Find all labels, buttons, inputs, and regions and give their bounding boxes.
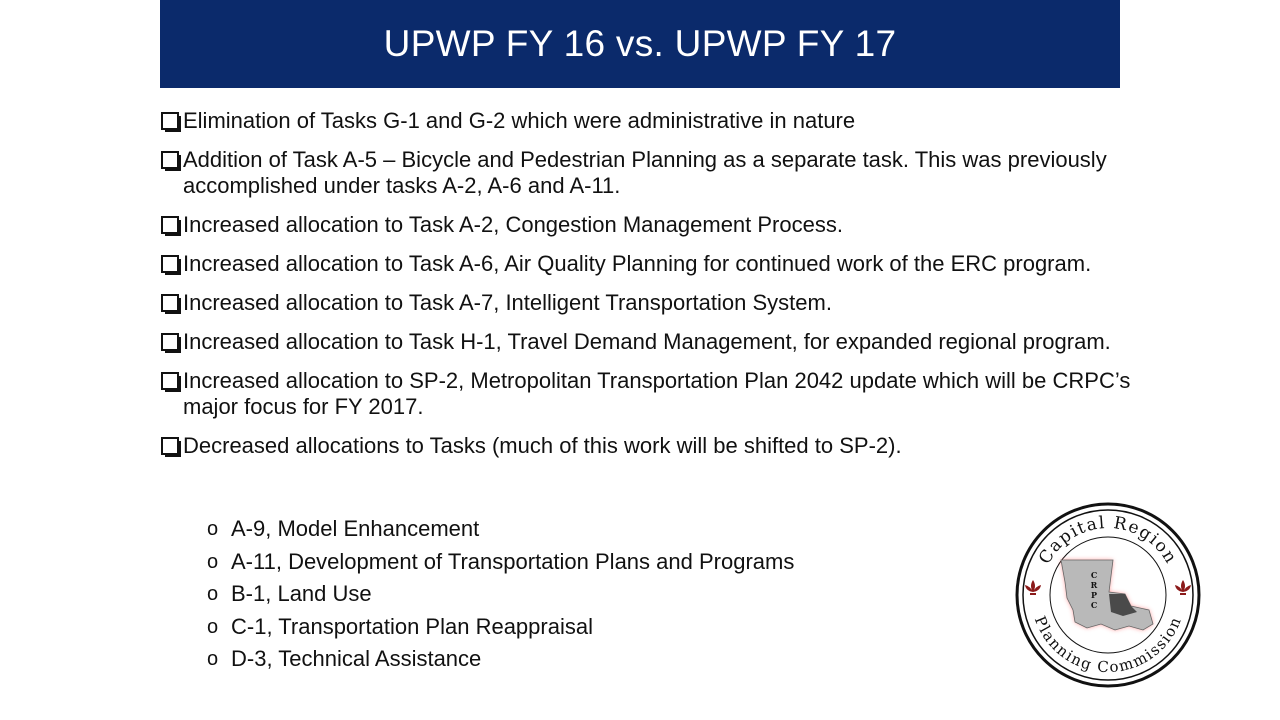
checkbox-bullet-icon	[161, 151, 179, 169]
bullet-text: Increased allocation to Task A-2, Congestion Management Process.	[183, 212, 843, 237]
logo-top-text: Capital Region	[1034, 512, 1182, 568]
bullet-text: Increased allocation to Task A-7, Intelligent Transportation System.	[183, 290, 832, 315]
bullet-item	[160, 212, 1140, 238]
checkbox-bullet-icon	[161, 437, 179, 455]
checkbox-bullet-icon	[161, 255, 179, 273]
crpc-logo	[1013, 502, 1203, 688]
sub-bullet-text: D-3, Technical Assistance	[231, 646, 482, 671]
bullet-text: Increased allocation to Task H-1, Travel Demand Management, for expanded regional program.	[183, 329, 1111, 354]
sub-bullet-text: A-11, Development of Transportation Plans and Programs	[231, 548, 795, 574]
bullet-item	[160, 108, 1140, 134]
bullet-item	[160, 147, 1140, 199]
title-bar	[160, 0, 1120, 88]
slide-title: UPWP FY 16 vs. UPWP FY 17	[383, 23, 897, 64]
logo-bottom-text: Planning Commission	[1030, 613, 1186, 677]
bullet-text: Increased allocation to SP-2, Metropolitan Transportation Plan 2042 update which will be CRPC’s major focus for FY 2017.	[183, 368, 1131, 419]
checkbox-bullet-icon	[161, 216, 179, 234]
sub-bullet-item	[207, 513, 794, 546]
logo-letter: C	[1090, 570, 1098, 580]
bullet-item	[160, 290, 1140, 316]
bullet-item	[160, 368, 1140, 420]
bullet-item	[160, 329, 1140, 355]
logo-letter: C	[1090, 600, 1098, 610]
sub-bullet-list	[207, 513, 794, 676]
sub-bullet-text: B-1, Land Use	[231, 581, 372, 606]
sub-bullet-text: C-1, Transportation Plan Reappraisal	[231, 613, 593, 639]
sub-bullet-item	[207, 611, 794, 644]
circle-bullet-icon: o	[207, 648, 219, 670]
logo-letter: R	[1090, 580, 1098, 590]
circle-bullet-icon: o	[207, 583, 219, 605]
bullet-text: Increased allocation to Task A-6, Air Quality Planning for continued work of the ERC program.	[183, 251, 1092, 276]
sub-bullet-text: A-9, Model Enhancement	[231, 516, 480, 541]
bullet-text: Decreased allocations to Tasks (much of this work will be shifted to SP-2).	[183, 433, 902, 458]
checkbox-bullet-icon	[161, 333, 179, 351]
sub-bullet-item	[207, 578, 794, 611]
bullet-item	[160, 433, 1140, 459]
checkbox-bullet-icon	[161, 294, 179, 312]
bullet-item	[160, 251, 1140, 277]
circle-bullet-icon: o	[207, 550, 219, 573]
logo-letter: P	[1090, 590, 1098, 600]
sub-bullet-item	[207, 643, 794, 676]
bullet-text: Addition of Task A-5 – Bicycle and Pedestrian Planning as a separate task. This was previously accomplished under tasks A-2, A-6 and A-11.	[183, 147, 1107, 198]
bullet-list	[160, 108, 1140, 472]
sub-bullet-item	[207, 546, 794, 579]
circle-bullet-icon: o	[207, 518, 219, 540]
checkbox-bullet-icon	[161, 372, 179, 390]
checkbox-bullet-icon	[161, 112, 179, 130]
bullet-text: Elimination of Tasks G-1 and G-2 which were administrative in nature	[183, 108, 856, 133]
circle-bullet-icon: o	[207, 615, 219, 638]
